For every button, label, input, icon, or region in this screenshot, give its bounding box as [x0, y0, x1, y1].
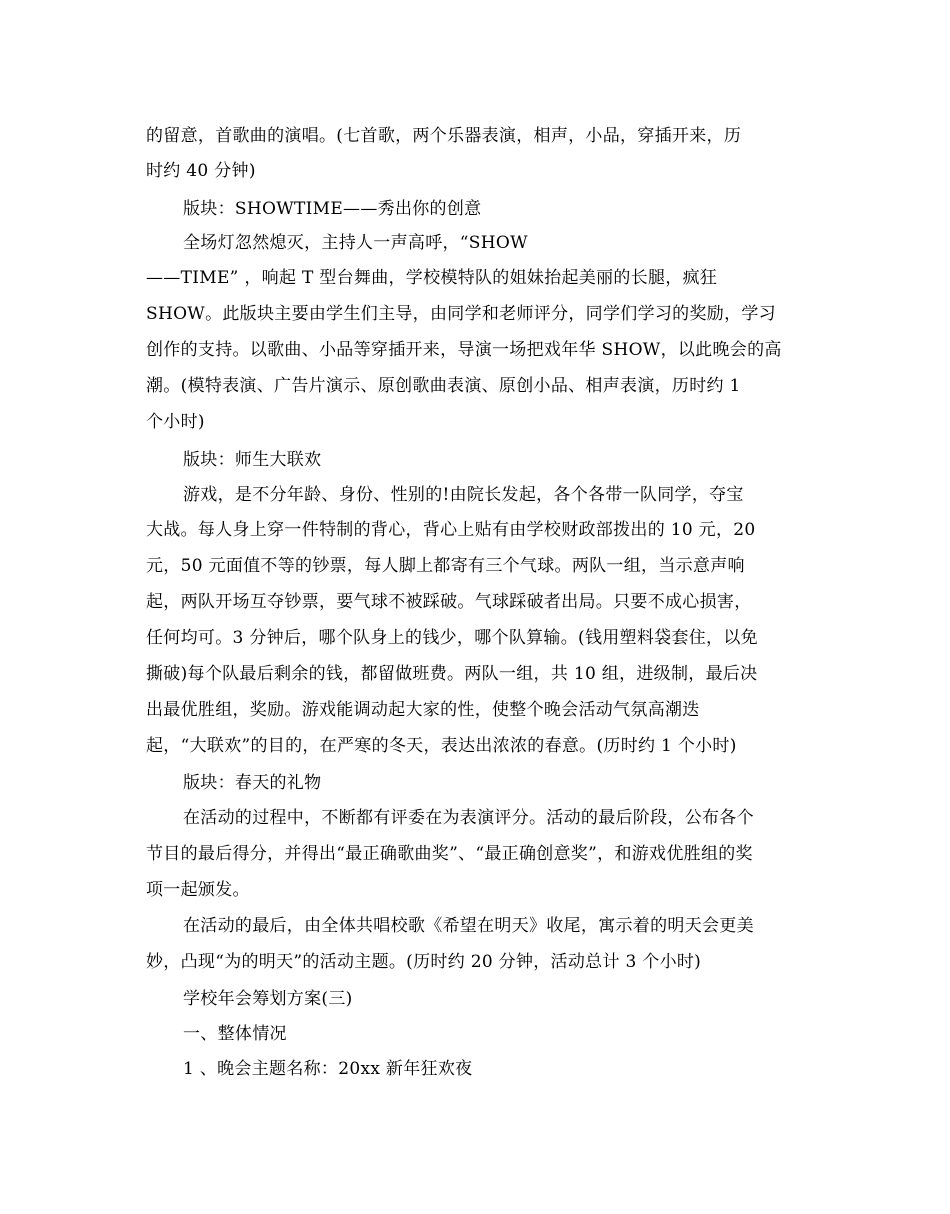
text-line: 的留意，首歌曲的演唱。(七首歌，两个乐器表演，相声，小品，穿插开来，历: [146, 126, 742, 146]
text-line: 个小时): [146, 412, 205, 432]
text-line: 任何均可。3 分钟后，哪个队身上的钱少，哪个队算输。(钱用塑料袋套住，以免: [146, 628, 758, 648]
text-line: 节目的最后得分，并得出“最正确歌曲奖”、“最正确创意奖”，和游戏优胜组的奖: [146, 844, 753, 864]
text-line: 项一起颁发。: [146, 880, 250, 900]
text-line: 1 、晚会主题名称：20xx 新年狂欢夜: [183, 1059, 473, 1079]
section-heading: 版块：SHOWTIME——秀出你的创意: [183, 199, 482, 219]
text-line: 在活动的最后，由全体共唱校歌《希望在明天》收尾，寓示着的明天会更美: [183, 916, 754, 936]
text-line: 游戏，是不分年龄、身份、性别的!由院长发起，各个各带一队同学，夺宝: [183, 485, 744, 505]
section-heading: 版块：师生大联欢: [183, 450, 322, 470]
text-line: 时约 40 分钟): [146, 161, 256, 181]
text-line: SHOW。此版块主要由学生们主导，由同学和老师评分，同学们学习的奖励，学习: [146, 304, 776, 324]
section-heading: 版块：春天的礼物: [183, 773, 322, 793]
text-line: 创作的支持。以歌曲、小品等穿插开来，导演一场把戏年华 SHOW，以此晚会的高: [146, 340, 782, 360]
text-line: 元，50 元面值不等的钞票，每人脚上都寄有三个气球。两队一组，当示意声响: [146, 556, 745, 576]
section-heading: 学校年会筹划方案(三): [183, 989, 353, 1009]
text-line: 起，“大联欢”的目的，在严寒的冬天，表达出浓浓的春意。(历时约 1 个小时): [146, 736, 737, 756]
text-line: 起，两队开场互夺钞票，要气球不被踩破。气球踩破者出局。只要不成心损害，: [146, 592, 752, 612]
text-line: 出最优胜组，奖励。游戏能调动起大家的性，使整个晚会活动气氛高潮迭: [146, 700, 700, 720]
text-line: 潮。(模特表演、广告片演示、原创歌曲表演、原创小品、相声表演，历时约 1: [146, 376, 741, 396]
text-line: 撕破)每个队最后剩余的钱，都留做班费。两队一组，共 10 组，进级制，最后决: [146, 664, 758, 684]
text-line: 在活动的过程中，不断都有评委在为表演评分。活动的最后阶段，公布各个: [183, 808, 754, 828]
text-line: ——TIME” ，响起 T 型台舞曲，学校模特队的姐妹抬起美丽的长腿，疯狂: [146, 268, 718, 288]
text-line: 大战。每人身上穿一件特制的背心，背心上贴有由学校财政部拨出的 10 元，20: [146, 520, 756, 540]
section-heading: 一、整体情况: [183, 1024, 287, 1044]
text-line: 妙，凸现“为的明天”的活动主题。(历时约 20 分钟，活动总计 3 个小时): [146, 952, 702, 972]
text-line: 全场灯忽然熄灭，主持人一声高呼，“SHOW: [183, 233, 528, 253]
